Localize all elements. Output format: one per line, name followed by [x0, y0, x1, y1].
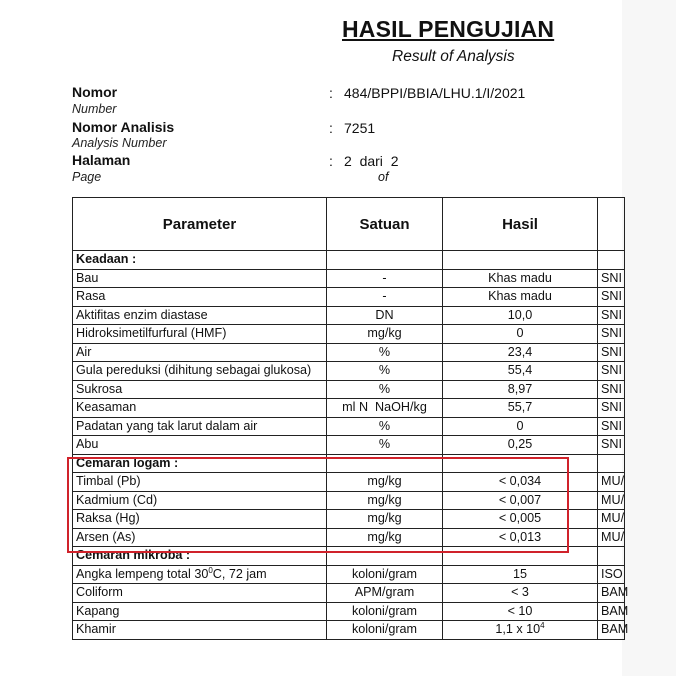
- column-header-method: [598, 198, 625, 251]
- result-cell: 55,4: [443, 362, 598, 381]
- table-row: [73, 528, 625, 547]
- group-label: Keadaan :: [73, 251, 327, 270]
- param-cell: Khamir: [73, 621, 327, 640]
- param-cell: Gula pereduksi (dihitung sebagai glukosa): [73, 362, 327, 381]
- table-row: [73, 325, 625, 344]
- result-cell: 23,4: [443, 343, 598, 362]
- result-cell: 10,0: [443, 306, 598, 325]
- unit-cell: -: [327, 288, 443, 307]
- table-row: [73, 417, 625, 436]
- param-cell: Sukrosa: [73, 380, 327, 399]
- meta-value-analysis-number: 7251: [344, 120, 376, 136]
- method-cell: SNI: [598, 417, 625, 436]
- table-cell: [598, 547, 625, 566]
- result-cell: 0: [443, 325, 598, 344]
- unit-cell: koloni/gram: [327, 565, 443, 584]
- table-group-row: [73, 547, 625, 566]
- meta-label-number: Nomor: [72, 84, 118, 100]
- table-row: [73, 399, 625, 418]
- param-cell: Aktifitas enzim diastase: [73, 306, 327, 325]
- method-cell: BAM: [598, 602, 625, 621]
- unit-cell: mg/kg: [327, 325, 443, 344]
- unit-cell: koloni/gram: [327, 602, 443, 621]
- result-cell: 15: [443, 565, 598, 584]
- meta-value-page: 2 dari 2: [344, 153, 399, 169]
- param-cell: Abu: [73, 436, 327, 455]
- table-row: [73, 602, 625, 621]
- table-cell: [327, 454, 443, 473]
- param-text-tail: C, 72 jam: [212, 566, 267, 581]
- method-cell: MU/: [598, 528, 625, 547]
- unit-cell: %: [327, 436, 443, 455]
- method-cell: MU/: [598, 510, 625, 529]
- param-cell: Hidroksimetilfurfural (HMF): [73, 325, 327, 344]
- table-row: [73, 269, 625, 288]
- column-header-parameter: Parameter: [73, 198, 327, 251]
- unit-cell: %: [327, 343, 443, 362]
- meta-value-page-sub: of: [378, 170, 389, 184]
- table-row: [73, 362, 625, 381]
- table-cell: [443, 547, 598, 566]
- result-text: 1,1 x 10: [495, 622, 541, 637]
- method-cell: MU/: [598, 473, 625, 492]
- method-cell: SNI: [598, 288, 625, 307]
- unit-cell: DN: [327, 306, 443, 325]
- group-label: Cemaran mikroba :: [73, 547, 327, 566]
- method-cell: SNI: [598, 325, 625, 344]
- table-cell: [598, 251, 625, 270]
- result-cell: < 0,013: [443, 528, 598, 547]
- group-label: Cemaran logam :: [73, 454, 327, 473]
- result-cell: [443, 621, 598, 640]
- result-cell: < 0,034: [443, 473, 598, 492]
- method-cell: SNI: [598, 399, 625, 418]
- results-table: [72, 197, 629, 640]
- unit-cell: %: [327, 417, 443, 436]
- table-row: [73, 436, 625, 455]
- table-cell: [327, 251, 443, 270]
- meta-value-number: 484/BPPI/BBIA/LHU.1/I/2021: [344, 85, 526, 101]
- table-row: [73, 343, 625, 362]
- result-cell: Khas madu: [443, 288, 598, 307]
- table-cell: [598, 454, 625, 473]
- unit-cell: mg/kg: [327, 528, 443, 547]
- result-cell: Khas madu: [443, 269, 598, 288]
- result-cell: < 10: [443, 602, 598, 621]
- param-cell: Kapang: [73, 602, 327, 621]
- table-cell: [327, 547, 443, 566]
- method-cell: SNI: [598, 436, 625, 455]
- method-cell: BAM: [598, 621, 625, 640]
- meta-sublabel-page: Page: [72, 170, 102, 184]
- param-cell: Arsen (As): [73, 528, 327, 547]
- page-edge-shadow: [622, 0, 676, 676]
- table-group-row: [73, 454, 625, 473]
- result-cell: 0: [443, 417, 598, 436]
- result-cell: 8,97: [443, 380, 598, 399]
- meta-colon: :: [329, 120, 333, 136]
- column-header-result: Hasil: [443, 198, 598, 251]
- param-cell: Timbal (Pb): [73, 473, 327, 492]
- meta-sublabel-number: Number: [72, 102, 117, 116]
- document-title: HASIL PENGUJIAN: [342, 16, 555, 42]
- table-cell: [443, 454, 598, 473]
- method-cell: MU/: [598, 491, 625, 510]
- method-cell: SNI: [598, 380, 625, 399]
- method-cell: SNI: [598, 343, 625, 362]
- table-header-row: [73, 198, 625, 251]
- param-cell: Bau: [73, 269, 327, 288]
- param-cell: Kadmium (Cd): [73, 491, 327, 510]
- param-cell: Coliform: [73, 584, 327, 603]
- table-row: [73, 491, 625, 510]
- method-cell: SNI: [598, 362, 625, 381]
- table-group-row: [73, 251, 625, 270]
- table-row: [73, 621, 625, 640]
- unit-cell: mg/kg: [327, 491, 443, 510]
- result-superscript: 4: [540, 621, 545, 631]
- unit-cell: ml N NaOH/kg: [327, 399, 443, 418]
- table-row: [73, 510, 625, 529]
- unit-cell: APM/gram: [327, 584, 443, 603]
- method-cell: SNI: [598, 269, 625, 288]
- param-cell: Air: [73, 343, 327, 362]
- document-subtitle: Result of Analysis: [392, 48, 515, 65]
- table-row: [73, 565, 625, 584]
- param-text: Angka lempeng total 30: [76, 566, 209, 581]
- result-cell: < 3: [443, 584, 598, 603]
- result-cell: 55,7: [443, 399, 598, 418]
- param-superscript: 0: [208, 565, 213, 575]
- unit-cell: mg/kg: [327, 473, 443, 492]
- meta-sublabel-analysis-number: Analysis Number: [72, 136, 167, 150]
- table-row: [73, 380, 625, 399]
- table-row: [73, 288, 625, 307]
- column-header-unit: Satuan: [327, 198, 443, 251]
- unit-cell: mg/kg: [327, 510, 443, 529]
- meta-label-analysis-number: Nomor Analisis: [72, 119, 175, 135]
- method-cell: BAM: [598, 584, 625, 603]
- meta-label-page: Halaman: [72, 152, 131, 168]
- result-cell: < 0,007: [443, 491, 598, 510]
- table-row: [73, 306, 625, 325]
- table-cell: [443, 251, 598, 270]
- param-cell: Rasa: [73, 288, 327, 307]
- unit-cell: -: [327, 269, 443, 288]
- table-row: [73, 584, 625, 603]
- method-cell: SNI: [598, 306, 625, 325]
- result-cell: 0,25: [443, 436, 598, 455]
- meta-colon: :: [329, 85, 333, 101]
- unit-cell: %: [327, 362, 443, 381]
- table-row: [73, 473, 625, 492]
- result-cell: < 0,005: [443, 510, 598, 529]
- param-cell: Padatan yang tak larut dalam air: [73, 417, 327, 436]
- meta-colon: :: [329, 153, 333, 169]
- method-cell: ISO: [598, 565, 625, 584]
- param-cell: Raksa (Hg): [73, 510, 327, 529]
- param-cell: [73, 565, 327, 584]
- param-cell: Keasaman: [73, 399, 327, 418]
- unit-cell: koloni/gram: [327, 621, 443, 640]
- unit-cell: %: [327, 380, 443, 399]
